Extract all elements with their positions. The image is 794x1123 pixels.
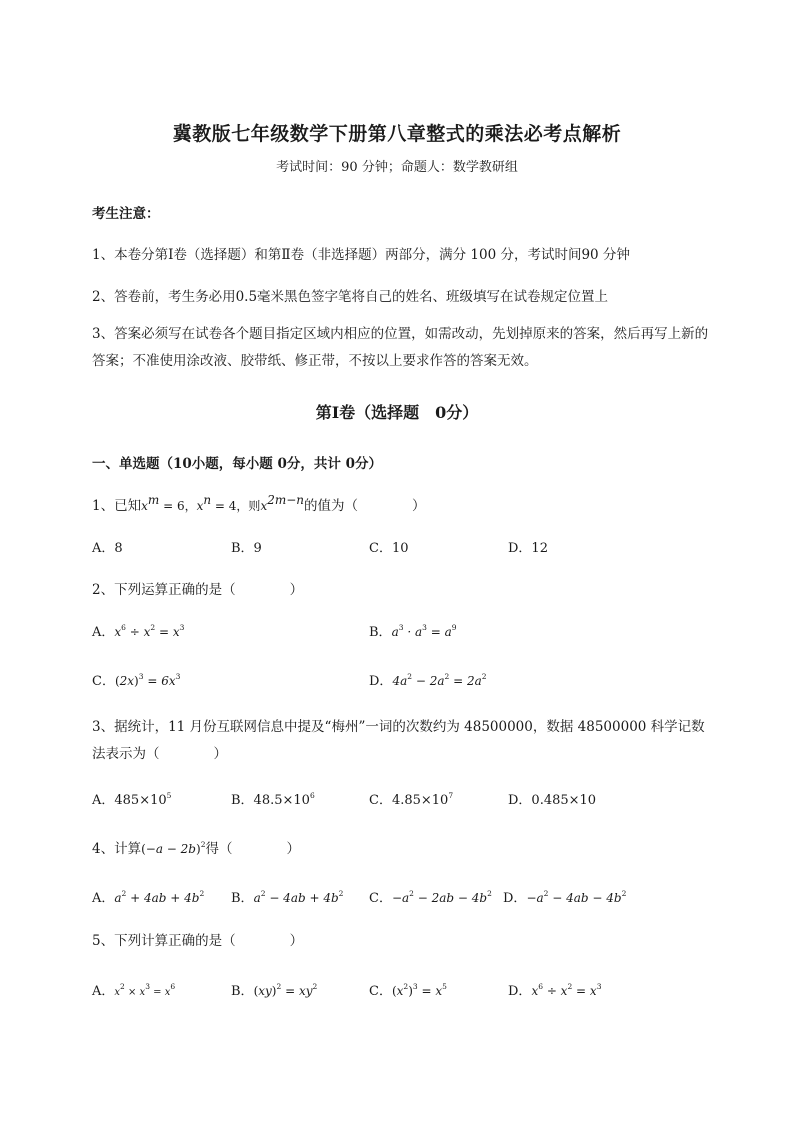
question-2: 2、下列运算正确的是（ ）	[92, 582, 304, 598]
notice-heading: 考生注意：	[92, 206, 160, 222]
q5-option-b[interactable]: B．$(xy)^2 = xy^2$	[231, 982, 318, 999]
q1-option-d[interactable]: D．12	[508, 541, 548, 556]
question-4: 4、计算$(-a - 2b)^2$得（ ）	[92, 840, 300, 857]
q3-option-d[interactable]: D．0.485×10	[508, 793, 597, 808]
question-1: 1、已知$x^m = 6$，$x^n = 4$，则$x^{2m-n}$的值为（ ）	[92, 493, 426, 514]
q5-option-d[interactable]: D．$x^6 \div x^2 = x^3$	[508, 982, 602, 999]
q1-option-a[interactable]: A．8	[92, 541, 123, 556]
q1-option-c[interactable]: C．10	[369, 541, 409, 556]
q4-option-c[interactable]: C．$-a^2 - 2ab - 4b^2$	[369, 889, 492, 906]
q5-option-a[interactable]: A．$x^2 \times x^3 = x^6$	[92, 982, 176, 999]
q3-option-b[interactable]: B．$48.5\times 10^6$	[231, 791, 315, 808]
question-3: 3、据统计，11 月份互联网信息中提及“梅州”一词的次数约为 48500000，数据 48500000 科学记数法表示为（ ）	[92, 719, 705, 762]
notice-item-3: 3、答案必须写在试卷各个题目指定区域内相应的位置，如需改动，先划掉原来的答案，然后再写上新的答案；不准使用涂改液、胶带纸、修正带，不按以上要求作答的答案无效。	[92, 326, 709, 369]
page-title: 冀教版七年级数学下册第八章整式的乘法必考点解析	[172, 123, 622, 145]
question-5: 5、下列计算正确的是（ ）	[92, 933, 304, 949]
notice-item-1: 1、本卷分第Ⅰ卷（选择题）和第Ⅱ卷（非选择题）两部分，满分 100 分，考试时间90 分钟	[92, 247, 630, 263]
q2-option-a[interactable]: A．$x^6 \div x^2 = x^3$	[92, 623, 185, 640]
notice-item-2: 2、答卷前，考生务必用0.5毫米黑色签字笔将自己的姓名、班级填写在试卷规定位置上	[92, 289, 609, 305]
part-heading: 一、单选题（10小题，每小题 0分，共计 0分）	[92, 456, 382, 472]
q2-option-c[interactable]: C．$(2x)^3 = 6x^3$	[92, 672, 181, 689]
q3-option-c[interactable]: C．$4.85\times 10^7$	[369, 791, 454, 808]
exam-info: 考试时间：90 分钟；命题人：数学教研组	[276, 160, 518, 175]
q4-option-a[interactable]: A．$a^2 + 4ab + 4b^2$	[92, 889, 205, 906]
q2-option-d[interactable]: D．$4a^2 - 2a^2 = 2a^2$	[369, 672, 487, 689]
q2-option-b[interactable]: B．$a^3 \cdot a^3 = a^9$	[369, 623, 457, 640]
section-title: 第Ⅰ卷（选择题 0分）	[315, 403, 479, 422]
q3-option-a[interactable]: A．$485\times 10^5$	[92, 791, 172, 808]
q4-option-b[interactable]: B．$a^2 - 4ab + 4b^2$	[231, 889, 344, 906]
q5-option-c[interactable]: C．$(x^2)^3 = x^5$	[369, 982, 447, 999]
q4-option-d[interactable]: D．$-a^2 - 4ab - 4b^2$	[503, 889, 627, 906]
q1-option-b[interactable]: B．9	[231, 541, 262, 556]
